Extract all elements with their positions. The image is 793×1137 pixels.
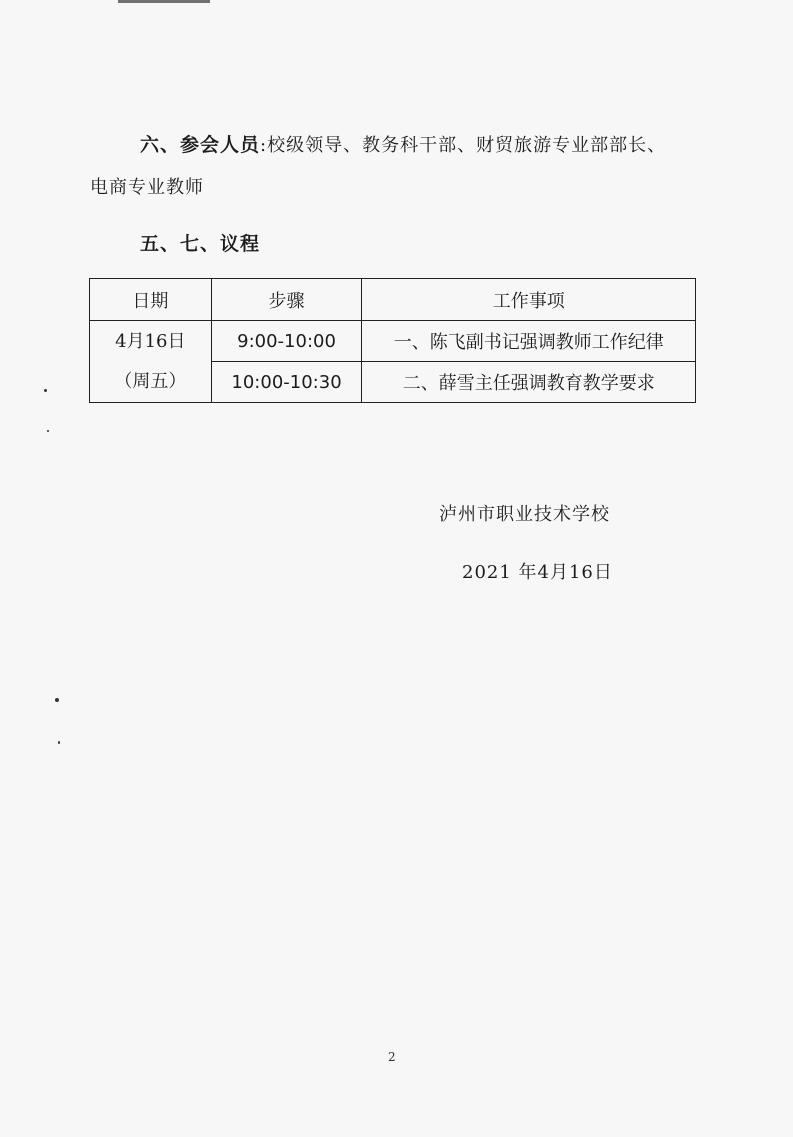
scan-speck [47,430,49,432]
signature-date: 2021 年4月16日 [462,562,613,583]
scan-speck [55,698,59,702]
section-six-line1 [140,134,666,157]
header-item: 工作事项 [362,279,696,321]
agenda-header-row [90,279,696,321]
table-row [90,321,696,362]
item-cell: 一、陈飞副书记强调教师工作纪律 [362,321,696,362]
section-six-line2: 电商专业教师 [90,177,204,198]
agenda-table [89,278,696,403]
date-weekday: （周五） [114,370,187,392]
scan-speck [58,741,60,744]
date-day: 4月16日 [115,330,186,352]
agenda-heading: 五、七、议程 [140,233,261,255]
item-cell: 二、薛雪主任强调教育教学要求 [362,362,696,403]
date-cell [90,321,212,403]
signature-organization: 泸州市职业技术学校 [439,504,610,525]
time-cell: 9:00-10:00 [211,321,362,362]
section-six-heading: 六、参会人员 [140,134,261,156]
time-cell: 10:00-10:30 [211,362,362,403]
page-number: 2 [388,1050,396,1064]
header-step: 步骤 [211,279,362,321]
scan-artifact-top [118,0,210,3]
section-six-attendees: :校级领导、教务科干部、财贸旅游专业部部长、 [260,135,667,156]
header-date: 日期 [90,279,212,321]
scan-speck [44,389,47,392]
